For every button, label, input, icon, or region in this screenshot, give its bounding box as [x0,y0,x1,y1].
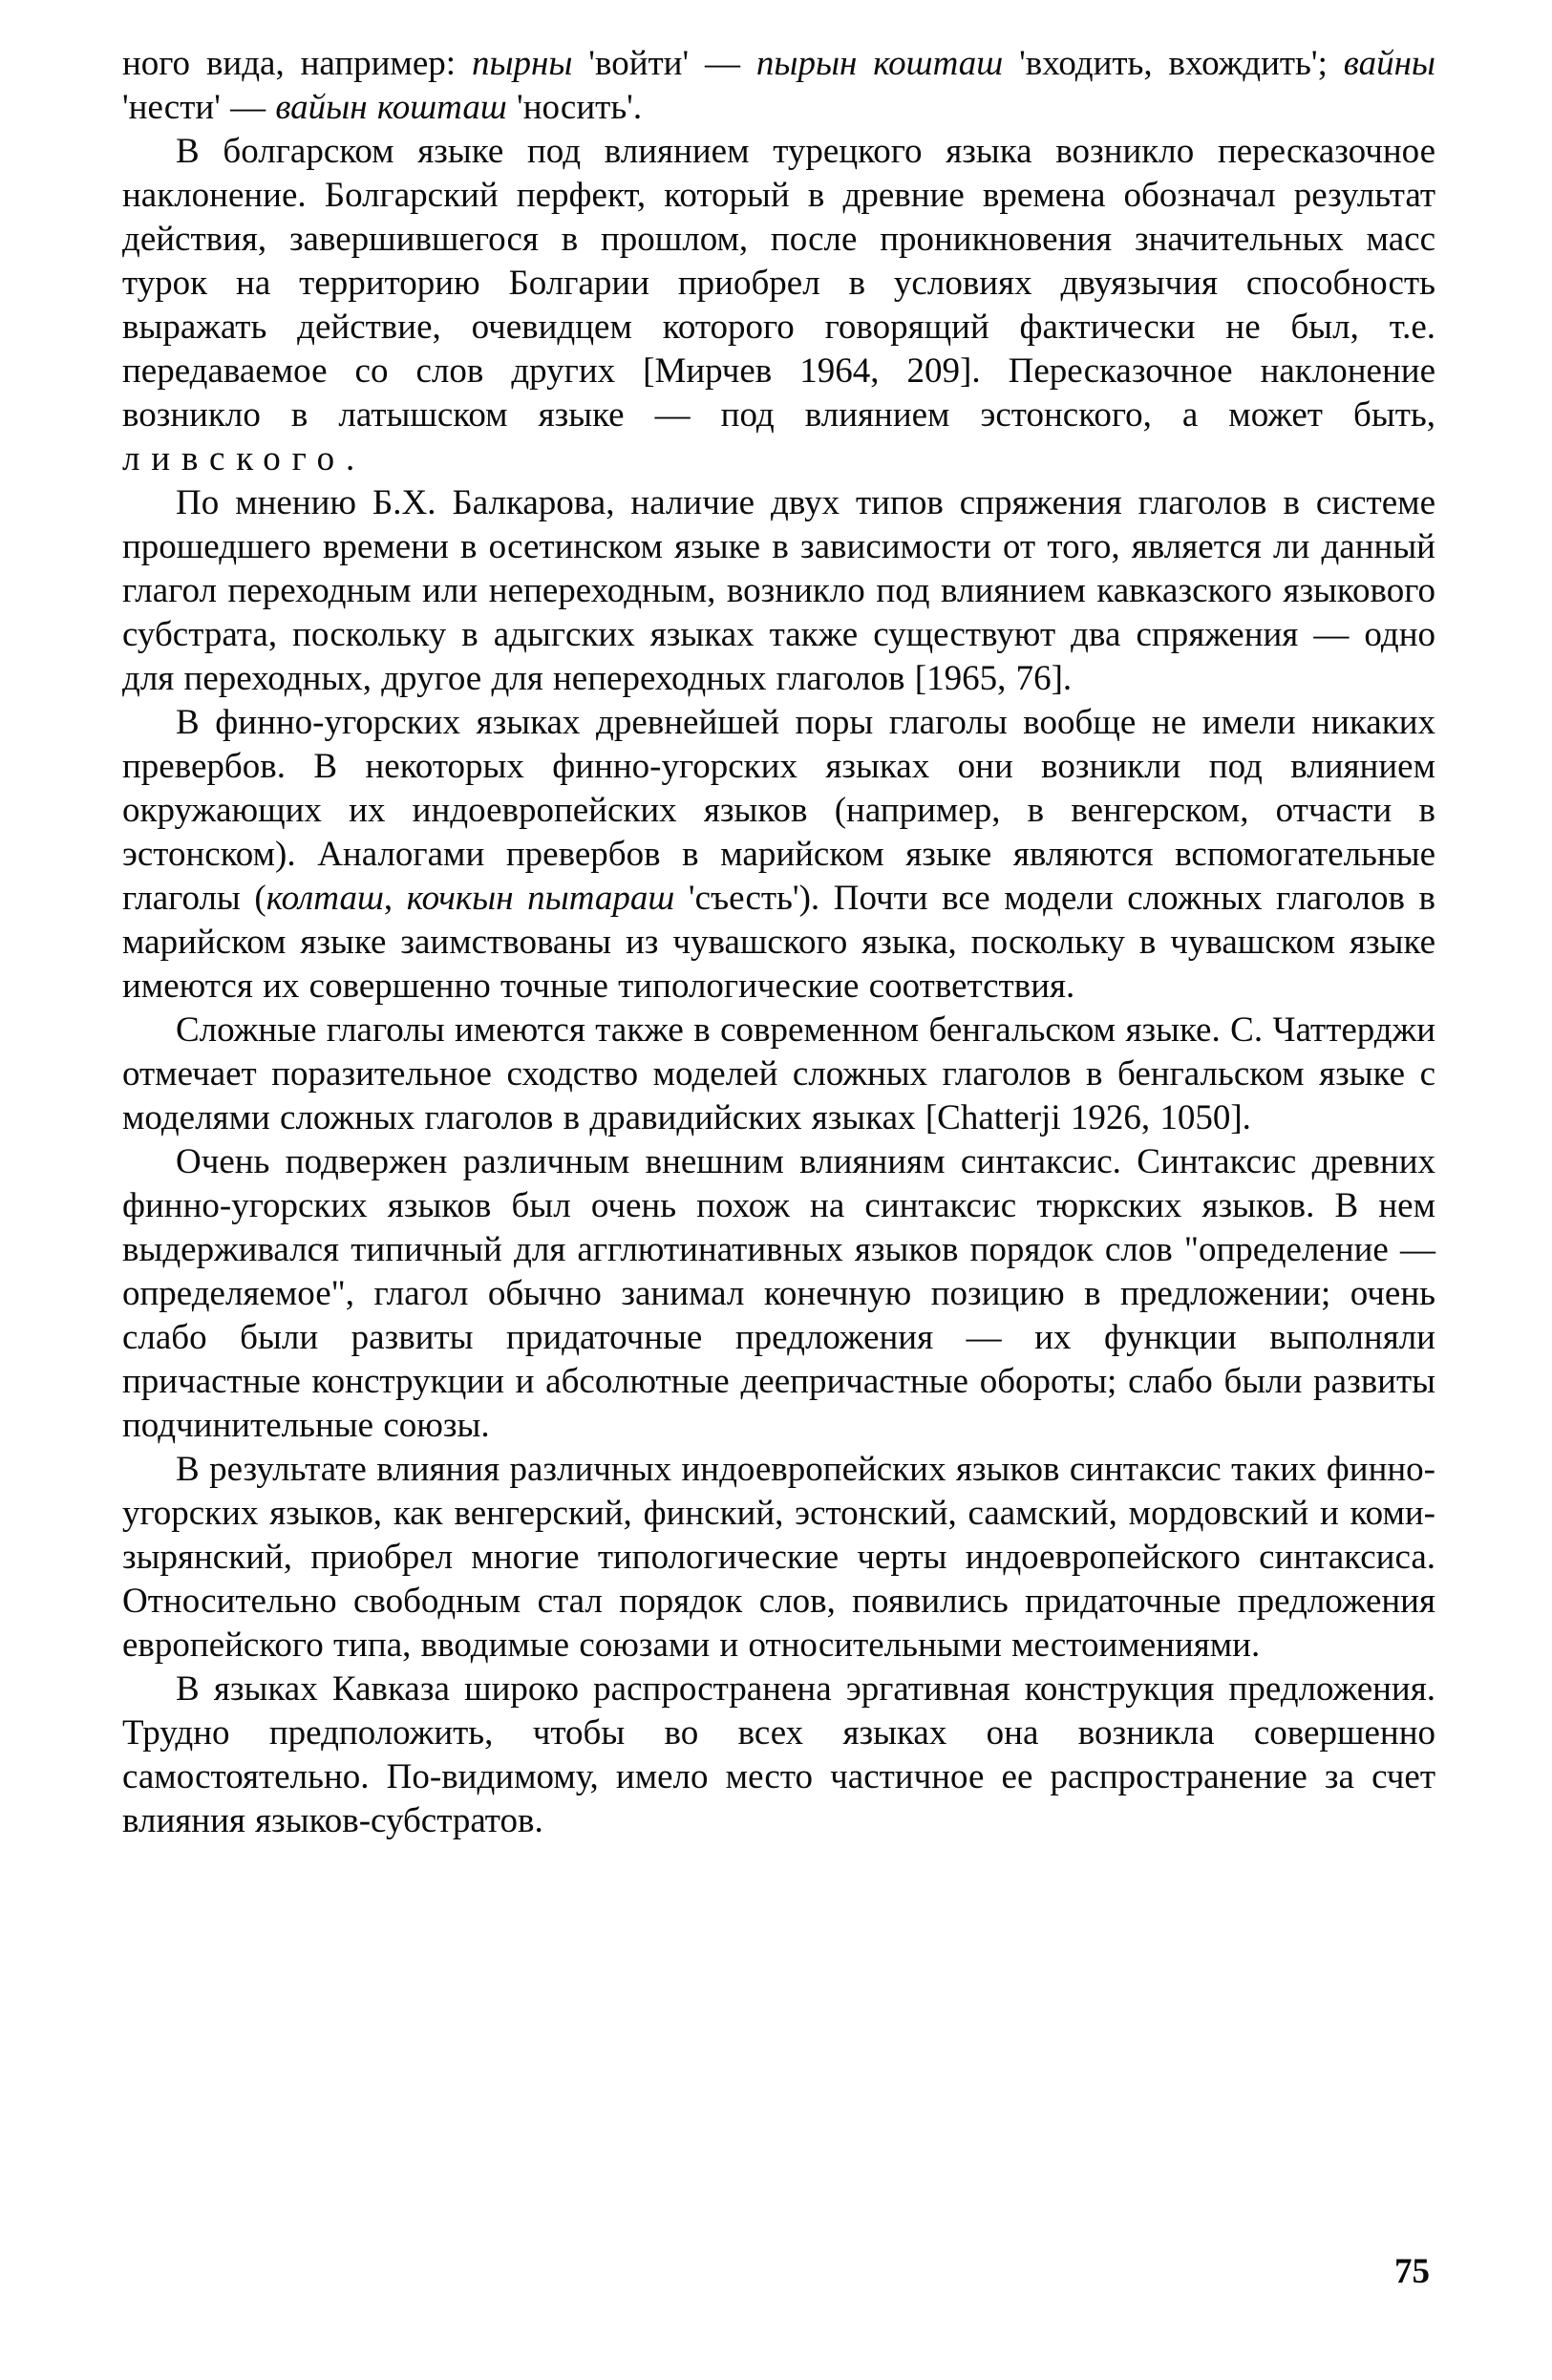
italic-term: кочкын пытараш [406,879,675,918]
paragraph [122,130,1435,481]
body-text: , [383,879,407,918]
italic-term: пырны [471,44,573,83]
body-text: ливского. [122,439,367,478]
paragraph [122,1668,1435,1843]
body-text: В языках Кавказа широко распространена эргативная конструкция предложения. Трудно предположить, чтобы во всех языках она возникла совершенно самостоятельно. По-видимому, имело место частичное ее распространение за счет влияния языков-субстратов. [122,1669,1435,1840]
body-text: 'съесть'). Почти все модели сложных глаголов в марийском языке заимствованы из чувашского языка, поскольку в чувашском языке имеются их совершенно точные типологические соответствия. [122,879,1435,1006]
italic-term: пырын кошташ [755,44,1004,83]
body-text: 'войти' — [572,44,756,83]
italic-term: колташ [266,879,384,918]
body-text: ного вида, например: [122,44,472,83]
paragraph [122,701,1435,1009]
body-text: В болгарском языке под влиянием турецкого языка возникло пересказочное наклонение. Болгарский перфект, который в древние времена обозначал результат действия, завершившегося в прошлом, после проникновения значительных масс турок на территорию Болгарии приобрел в условиях двуязычия способность выражать действие, очевидцем которого говорящий фактически не был, т.е. передаваемое со слов других [Мирчев 1964, 209]. Пересказочное наклонение возникло в латышском языке — под влиянием эстонского, а может быть, [122,132,1435,435]
body-text: 'нести' — [122,88,276,127]
body-text: В результате влияния различных индоевропейских языков синтаксис таких финно-угорских языков, как венгерский, финский, эстонский, саамский, мордовский и коми-зырянский, приобрел многие типологические черты индоевропейского синтаксиса. Относительно свободным стал порядок слов, появились придаточные предложения европейского типа, вводимые союзами и относительными местоимениями. [122,1450,1435,1665]
body-text: Очень подвержен различным внешним влияниям синтаксис. Синтаксис древних финно-угорских языков был очень похож на синтаксис тюркских языков. В нем выдерживался типичный для агглютинативных языков порядок слов "определение — определяемое", глагол обычно занимал конечную позицию в предложении; очень слабо были развиты придаточные предложения — их функции выполняли причастные конструкции и абсолютные деепричастные обороты; слабо были развиты подчинительные союзы. [122,1142,1435,1445]
text-block [122,42,1435,1843]
body-text: Сложные глаголы имеются также в современном бенгальском языке. С. Чаттерджи отмечает поразительное сходство моделей сложных глаголов в бенгальском языке с моделями сложных глаголов в дравидийских языках [Chatterji 1926, 1050]. [122,1010,1435,1137]
paragraph [122,1448,1435,1668]
paragraph [122,1140,1435,1448]
body-text: 'входить, вхождить'; [1003,44,1344,83]
paragraph [122,481,1435,701]
body-text: 'носить'. [506,88,643,127]
paragraph [122,1009,1435,1140]
paragraph [122,42,1435,130]
italic-term: вайын кошташ [275,88,507,127]
italic-term: вайны [1343,44,1435,83]
body-text: В финно-угорских языках древнейшей поры глаголы вообще не имели никаких превербов. В некоторых финно-угорских языках они возникли под влиянием окружающих их индоевропейских языков (например, в венгерском, отчасти в эстонском). Аналогами превербов в марийском языке являются вспомогательные глаголы ( [122,703,1435,918]
page-number: 75 [1394,2252,1430,2291]
body-text: По мнению Б.Х. Балкарова, наличие двух типов спряжения глаголов в системе прошедшего времени в осетинском языке в зависимости от того, является ли данный глагол переходным или непереходным, возникло под влиянием кавказского языкового субстрата, поскольку в адыгских языках также существуют два спряжения — одно для переходных, другое для непереходных глаголов [1965, 76]. [122,483,1435,698]
